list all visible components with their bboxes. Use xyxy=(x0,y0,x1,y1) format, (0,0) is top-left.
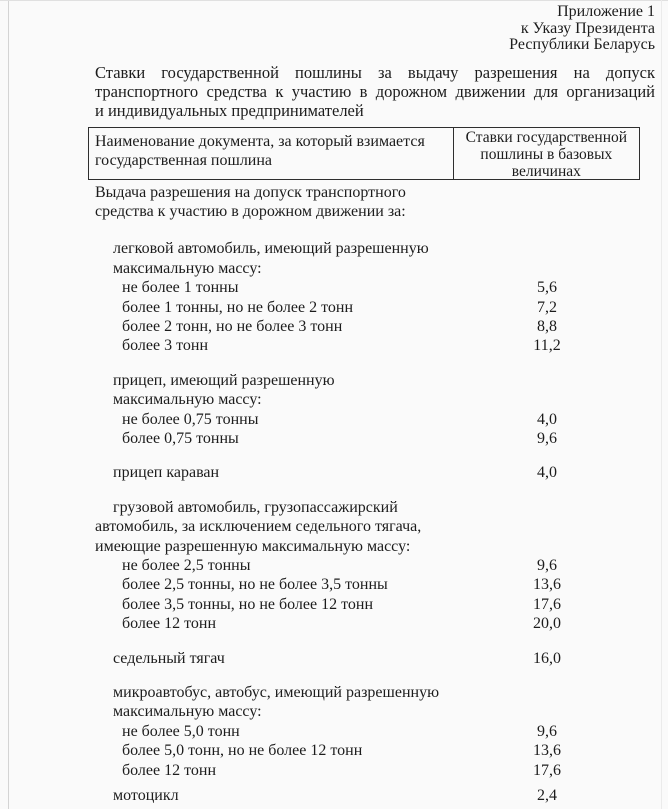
row-value xyxy=(454,517,640,536)
row-value xyxy=(454,371,640,390)
row-value xyxy=(454,183,640,202)
row-value xyxy=(454,239,640,258)
table-row xyxy=(95,390,640,409)
table-row xyxy=(95,463,640,482)
row-spacer xyxy=(95,221,640,239)
table-row xyxy=(95,786,640,805)
table-row xyxy=(95,317,640,336)
table-header-col-rates: Ставки государственной пошлины в базовых величинах xyxy=(465,128,628,180)
table-row xyxy=(95,239,640,258)
row-value: 2,4 xyxy=(537,787,557,805)
row-label: максимальную массу: xyxy=(113,703,262,721)
row-label: средства к участию в дорожном движении за: xyxy=(95,202,406,220)
table-row xyxy=(95,741,640,760)
row-label: прицеп караван xyxy=(113,464,220,482)
row-value xyxy=(454,202,640,221)
title-line-3: и индивидуальных предпринимателей xyxy=(95,100,364,120)
row-value: 7,2 xyxy=(537,298,557,316)
table-row xyxy=(95,298,640,317)
table-row xyxy=(95,649,640,668)
table-row xyxy=(95,259,640,278)
corner-header-line-3: Республики Беларусь xyxy=(509,36,655,53)
row-label: грузовой автомобиль, грузопассажирский xyxy=(113,498,398,516)
row-label: более 12 тонн xyxy=(122,615,217,633)
row-label: более 0,75 тонны xyxy=(122,429,239,447)
row-label: седельный тягач xyxy=(113,649,225,667)
row-spacer xyxy=(95,668,640,683)
table-row xyxy=(95,517,640,536)
table-row xyxy=(95,202,640,221)
row-label: не более 0,75 тонны xyxy=(122,410,259,428)
row-spacer xyxy=(95,356,640,371)
table-row xyxy=(95,722,640,741)
table-row xyxy=(95,556,640,575)
row-value: 17,6 xyxy=(533,761,561,779)
title-line-1: Ставки государственной пошлины за выдачу разрешения на допуск xyxy=(95,62,655,82)
table-header-col-document: Наименование документа, за который взимается государственная пошлина xyxy=(89,128,454,179)
row-label: Выдача разрешения на допуск транспортного xyxy=(95,183,406,201)
table-row xyxy=(95,429,640,448)
row-value xyxy=(454,537,640,556)
row-value: 11,2 xyxy=(533,337,561,355)
row-value: 13,6 xyxy=(533,576,561,594)
tariff-rows xyxy=(95,183,640,806)
row-label: более 3,5 тонны, но не более 12 тонн xyxy=(122,595,374,613)
row-value: 9,6 xyxy=(537,429,557,447)
row-spacer xyxy=(95,483,640,498)
row-value: 17,6 xyxy=(533,595,561,613)
row-label: более 12 тонн xyxy=(122,761,217,779)
table-row xyxy=(95,761,640,780)
table-row xyxy=(95,614,640,633)
row-label: прицеп, имеющий разрешенную xyxy=(113,371,335,389)
row-label: не более 2,5 тонны xyxy=(122,557,251,574)
row-label: мотоцикл xyxy=(113,787,179,805)
row-value: 8,8 xyxy=(537,317,557,335)
table-row xyxy=(95,498,640,517)
row-label: максимальную массу: xyxy=(113,391,262,409)
row-value: 20,0 xyxy=(533,615,561,633)
row-label: не более 5,0 тонн xyxy=(122,722,240,740)
row-spacer xyxy=(95,448,640,463)
row-label: легковой автомобиль, имеющий разрешенную xyxy=(113,240,429,258)
row-label: не более 1 тонны xyxy=(122,279,239,297)
row-value: 9,6 xyxy=(537,557,557,574)
row-value: 5,6 xyxy=(537,279,557,297)
row-value: 4,0 xyxy=(537,410,557,428)
table-row xyxy=(95,575,640,594)
table-row xyxy=(95,410,640,429)
table-row xyxy=(95,537,640,556)
row-value xyxy=(454,259,640,278)
corner-header xyxy=(0,4,668,54)
row-value: 13,6 xyxy=(533,742,561,760)
document-title xyxy=(95,63,655,120)
table-row xyxy=(95,371,640,390)
row-value: 9,6 xyxy=(537,722,557,740)
table-header xyxy=(88,127,640,180)
table-row xyxy=(95,702,640,721)
corner-header-line-2: к Указу Президента xyxy=(520,19,655,37)
row-value xyxy=(454,702,640,721)
table-row xyxy=(95,278,640,297)
title-line-2: транспортного средства к участию в дорожном движении для организаций xyxy=(95,81,655,101)
row-label: имеющие разрешенную максимальную массу: xyxy=(95,537,411,555)
row-value xyxy=(454,498,640,517)
row-value xyxy=(454,683,640,702)
row-spacer xyxy=(95,634,640,649)
row-label: более 1 тонны, но не более 2 тонн xyxy=(122,298,354,316)
row-label: более 5,0 тонн, но не более 12 тонн xyxy=(122,742,363,760)
corner-header-line-1: Приложение 1 xyxy=(557,3,655,20)
row-value xyxy=(454,390,640,409)
row-label: автомобиль, за исключением седельного тягача, xyxy=(95,518,422,536)
table-row xyxy=(95,595,640,614)
table-row xyxy=(95,183,640,202)
row-value: 16,0 xyxy=(533,649,561,667)
row-label: микроавтобус, автобус, имеющий разрешенную xyxy=(113,684,440,702)
row-label: более 2,5 тонны, но не более 3,5 тонны xyxy=(122,576,388,594)
row-label: максимальную массу: xyxy=(113,259,262,277)
table-row xyxy=(95,336,640,355)
row-label: более 2 тонн, но не более 3 тонн xyxy=(122,317,343,335)
row-label: более 3 тонн xyxy=(122,337,209,355)
row-value: 4,0 xyxy=(537,464,557,482)
table-row xyxy=(95,683,640,702)
